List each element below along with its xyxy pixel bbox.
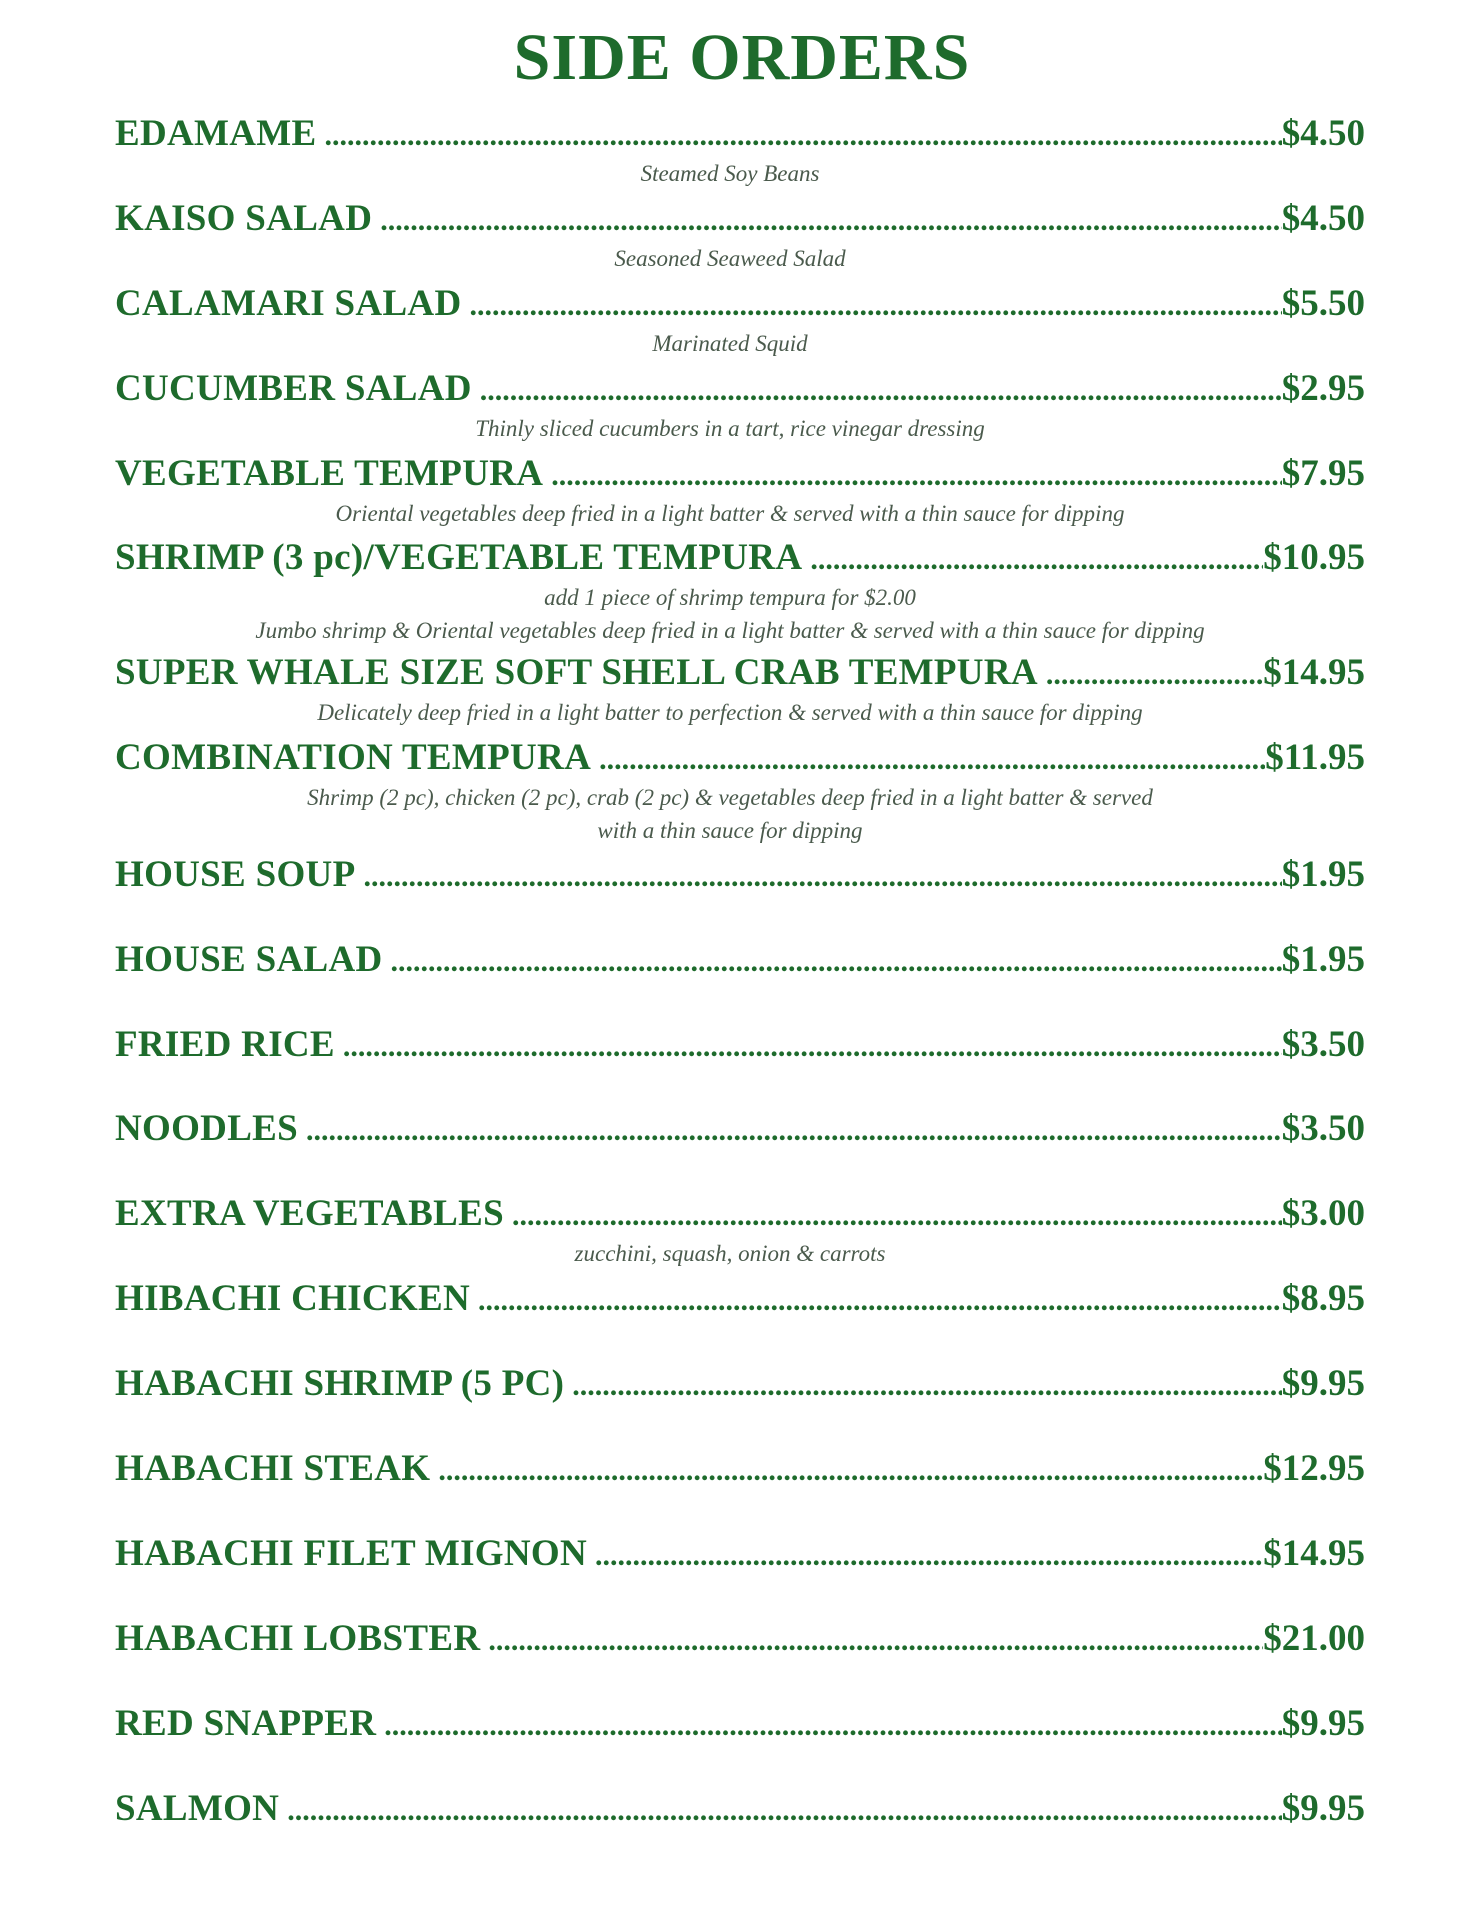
currency-symbol: $ xyxy=(1263,1533,1282,1574)
menu-item xyxy=(115,1617,1365,1661)
item-price: 3.50 xyxy=(1300,1024,1365,1065)
currency-symbol: $ xyxy=(1281,198,1301,239)
item-name: HOUSE SOUP xyxy=(115,854,356,895)
item-price: 10.95 xyxy=(1281,537,1365,578)
item-name: NOODLES xyxy=(115,1108,299,1149)
currency-symbol: $ xyxy=(1281,1278,1301,1319)
currency-symbol: $ xyxy=(1281,1363,1301,1404)
item-price: 8.95 xyxy=(1300,1278,1365,1319)
item-description: Delicately deep fried in a light batter to perfection & served with a thin sauce for dipping xyxy=(317,700,1143,725)
item-price: 1.95 xyxy=(1300,939,1365,980)
item-name: RED SNAPPER xyxy=(115,1703,377,1744)
item-name: FRIED RICE xyxy=(115,1024,335,1065)
item-price: 9.95 xyxy=(1300,1788,1365,1829)
item-description: Steamed Soy Beans xyxy=(640,161,820,186)
dot-leader xyxy=(380,199,1282,243)
dot-leader xyxy=(391,940,1282,984)
item-name: HABACHI STEAK xyxy=(115,1448,431,1489)
item-price: 3.50 xyxy=(1300,1108,1365,1149)
menu-item xyxy=(115,1277,1365,1321)
item-name: HABACHI FILET MIGNON xyxy=(115,1533,587,1574)
item-name: VEGETABLE TEMPURA xyxy=(115,453,544,494)
item-name: HABACHI SHRIMP (5 PC) xyxy=(115,1363,565,1404)
dot-leader xyxy=(478,1279,1282,1323)
menu-item xyxy=(115,1702,1365,1746)
currency-symbol: $ xyxy=(1281,453,1301,494)
menu-item xyxy=(115,282,1365,359)
item-description: zucchini, squash, onion & carrots xyxy=(574,1241,886,1266)
menu-item xyxy=(115,651,1365,728)
item-name: CALAMARI SALAD xyxy=(115,283,462,324)
menu-item xyxy=(115,1447,1365,1491)
currency-symbol: $ xyxy=(1281,113,1301,154)
currency-symbol: $ xyxy=(1281,368,1301,409)
page-title: SIDE ORDERS xyxy=(513,21,971,94)
currency-symbol: $ xyxy=(1263,652,1282,693)
item-price: 11.95 xyxy=(1283,737,1365,778)
dot-leader xyxy=(488,1619,1263,1663)
menu-item xyxy=(115,112,1365,189)
menu-item xyxy=(115,367,1365,444)
item-price: 12.95 xyxy=(1281,1448,1365,1489)
item-name: HIBACHI CHICKEN xyxy=(115,1278,471,1319)
dot-leader xyxy=(810,538,1263,582)
dot-leader xyxy=(595,1534,1263,1578)
item-description: Jumbo shrimp & Oriental vegetables deep fried in a light batter & served with a thin sauce for dipping xyxy=(255,618,1205,643)
dot-leader xyxy=(572,1364,1281,1408)
item-price: 1.95 xyxy=(1300,854,1365,895)
dot-leader xyxy=(363,855,1281,899)
menu-item xyxy=(115,1107,1365,1151)
item-description: Seasoned Seaweed Salad xyxy=(614,246,846,271)
dot-leader xyxy=(384,1704,1281,1748)
item-name: COMBINATION TEMPURA xyxy=(115,737,592,778)
dot-leader xyxy=(512,1194,1282,1238)
item-description: Shrimp (2 pc), chicken (2 pc), crab (2 pc) & vegetables deep fried in a light batter & served xyxy=(307,785,1153,810)
menu-item xyxy=(115,938,1365,982)
currency-symbol: $ xyxy=(1281,854,1301,895)
menu-item xyxy=(115,197,1365,274)
item-price: 4.50 xyxy=(1300,113,1365,154)
item-name: CUCUMBER SALAD xyxy=(115,368,472,409)
item-price: 2.95 xyxy=(1300,368,1365,409)
menu-item xyxy=(115,853,1365,897)
item-name: HOUSE SALAD xyxy=(115,939,383,980)
currency-symbol: $ xyxy=(1263,537,1282,578)
dot-leader xyxy=(343,1025,1282,1069)
currency-symbol: $ xyxy=(1281,283,1301,324)
item-price: 3.00 xyxy=(1300,1193,1365,1234)
item-name: HABACHI LOBSTER xyxy=(115,1618,481,1659)
currency-symbol: $ xyxy=(1281,1193,1301,1234)
menu-item xyxy=(115,536,1365,646)
menu-item xyxy=(115,1532,1365,1576)
menu-item xyxy=(115,1023,1365,1067)
dot-leader xyxy=(551,454,1281,498)
dot-leader xyxy=(287,1789,1282,1833)
dot-leader xyxy=(306,1109,1282,1153)
menu-item xyxy=(115,736,1365,846)
item-price: 14.95 xyxy=(1281,1533,1365,1574)
item-price: 9.95 xyxy=(1300,1363,1365,1404)
currency-symbol: $ xyxy=(1281,1703,1301,1744)
item-description: with a thin sauce for dipping xyxy=(597,818,863,843)
dot-leader xyxy=(324,114,1281,158)
currency-symbol: $ xyxy=(1281,939,1301,980)
currency-symbol: $ xyxy=(1263,1618,1282,1659)
item-description: add 1 piece of shrimp tempura for $2.00 xyxy=(544,585,916,610)
item-price: 7.95 xyxy=(1300,453,1365,494)
menu-item xyxy=(115,1362,1365,1406)
currency-symbol: $ xyxy=(1281,1024,1301,1065)
item-name: EXTRA VEGETABLES xyxy=(115,1193,504,1234)
item-name: SUPER WHALE SIZE SOFT SHELL CRAB TEMPURA xyxy=(115,652,1038,693)
dot-leader xyxy=(480,369,1282,413)
menu-item xyxy=(115,452,1365,529)
menu-item xyxy=(115,1787,1365,1831)
item-name: EDAMAME xyxy=(115,113,317,154)
currency-symbol: $ xyxy=(1265,737,1284,778)
currency-symbol: $ xyxy=(1281,1788,1301,1829)
item-description: Marinated Squid xyxy=(652,331,808,356)
item-description: Thinly sliced cucumbers in a tart, rice vinegar dressing xyxy=(475,416,985,441)
item-name: SHRIMP (3 pc)/VEGETABLE TEMPURA xyxy=(115,537,803,578)
item-price: 5.50 xyxy=(1300,283,1365,324)
dot-leader xyxy=(599,738,1265,782)
item-name: SALMON xyxy=(115,1788,280,1829)
currency-symbol: $ xyxy=(1281,1108,1301,1149)
item-price: 4.50 xyxy=(1300,198,1365,239)
currency-symbol: $ xyxy=(1263,1448,1282,1489)
dot-leader xyxy=(1046,653,1263,697)
item-name: KAISO SALAD xyxy=(115,198,373,239)
menu-item xyxy=(115,1192,1365,1269)
item-price: 14.95 xyxy=(1281,652,1365,693)
item-price: 21.00 xyxy=(1281,1618,1365,1659)
item-description: Oriental vegetables deep fried in a light batter & served with a thin sauce for dipping xyxy=(335,501,1125,526)
item-price: 9.95 xyxy=(1300,1703,1365,1744)
dot-leader xyxy=(438,1449,1263,1493)
dot-leader xyxy=(469,284,1281,328)
